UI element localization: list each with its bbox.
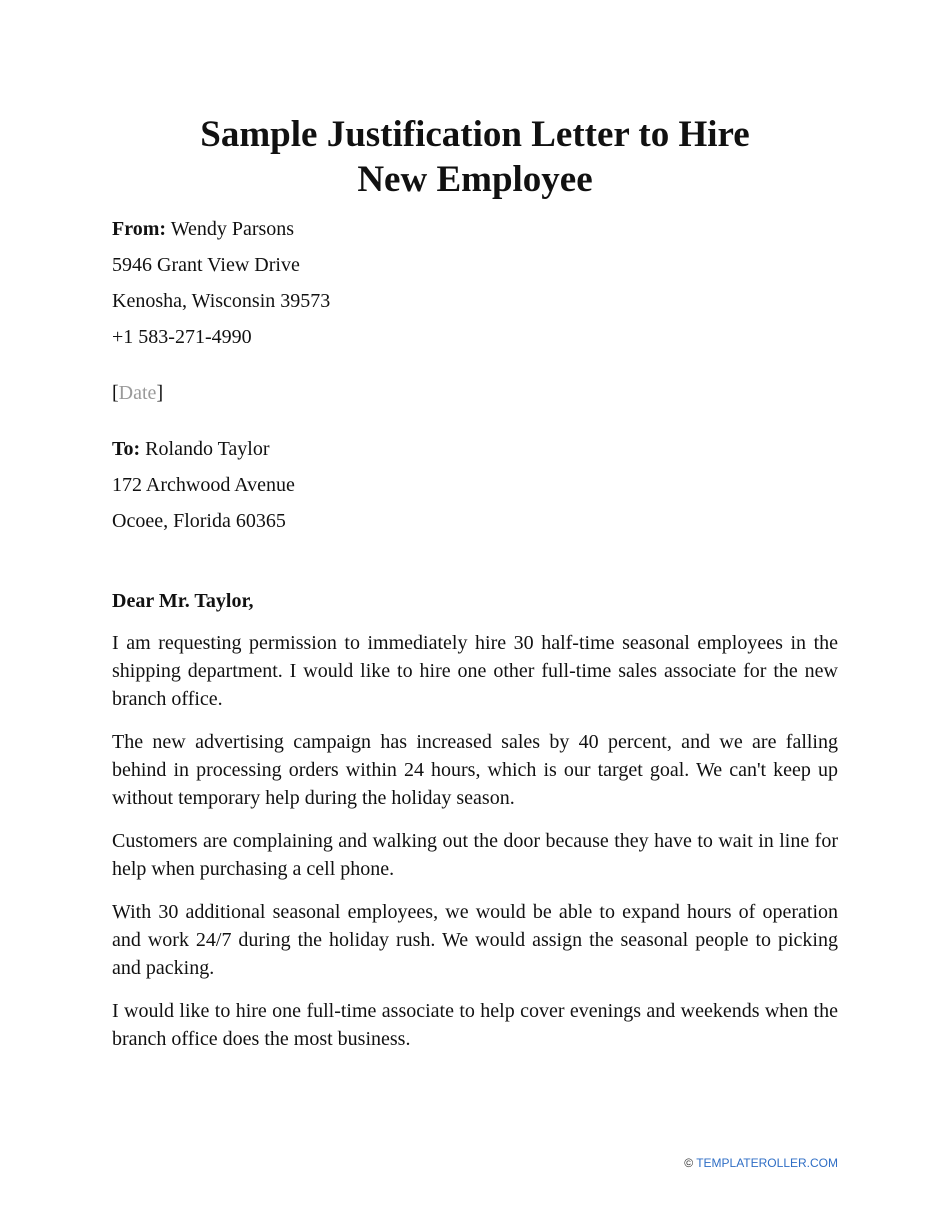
date-field[interactable] bbox=[112, 381, 163, 405]
sender-name: Wendy Parsons bbox=[170, 218, 295, 240]
date-close-bracket: ] bbox=[156, 382, 164, 404]
recipient-name-line bbox=[112, 437, 270, 461]
body-paragraph-4: With 30 additional seasonal employees, we would be able to expand hours of operation and work 24/7 during the holiday rush. We would assign the seasonal people to picking and packing. bbox=[112, 901, 838, 979]
sender-phone: +1 583-271-4990 bbox=[112, 326, 252, 348]
body-paragraph-1: I am requesting permission to immediately hire 30 half-time seasonal employees in the shipping department. I would like to hire one other full-time sales associate for the new branch office. bbox=[112, 632, 838, 710]
body-paragraph-3: Customers are complaining and walking out the door because they have to wait in line for help when purchasing a cell phone. bbox=[112, 830, 838, 880]
body-paragraph-2: The new advertising campaign has increased sales by 40 percent, and we are falling behind in processing orders within 24 hours, which is our target goal. We can't keep up without temporary help during the holiday season. bbox=[112, 731, 838, 809]
salutation: Dear Mr. Taylor, bbox=[112, 590, 254, 612]
templateroller-link[interactable]: TEMPLATEROLLER.COM bbox=[696, 1156, 838, 1170]
date-placeholder: Date bbox=[118, 382, 157, 404]
recipient-label: To: bbox=[112, 438, 141, 460]
recipient-street: 172 Archwood Avenue bbox=[112, 474, 295, 496]
title-line-2: New Employee bbox=[357, 159, 593, 200]
title-line-1: Sample Justification Letter to Hire bbox=[200, 114, 750, 155]
copyright-symbol: © bbox=[684, 1156, 694, 1170]
date-open-bracket: [ bbox=[112, 382, 119, 404]
sender-name-line bbox=[112, 217, 294, 241]
body-paragraph-5: I would like to hire one full-time associate to help cover evenings and weekends when the branch office does the most business. bbox=[112, 1000, 838, 1050]
sender-city-state-zip: Kenosha, Wisconsin 39573 bbox=[112, 290, 331, 312]
document-title bbox=[112, 112, 838, 202]
sender-street: 5946 Grant View Drive bbox=[112, 254, 300, 276]
sender-label: From: bbox=[112, 218, 167, 240]
footer-copyright bbox=[684, 1155, 838, 1171]
recipient-name: Rolando Taylor bbox=[145, 438, 270, 460]
recipient-city-state-zip: Ocoee, Florida 60365 bbox=[112, 510, 286, 532]
